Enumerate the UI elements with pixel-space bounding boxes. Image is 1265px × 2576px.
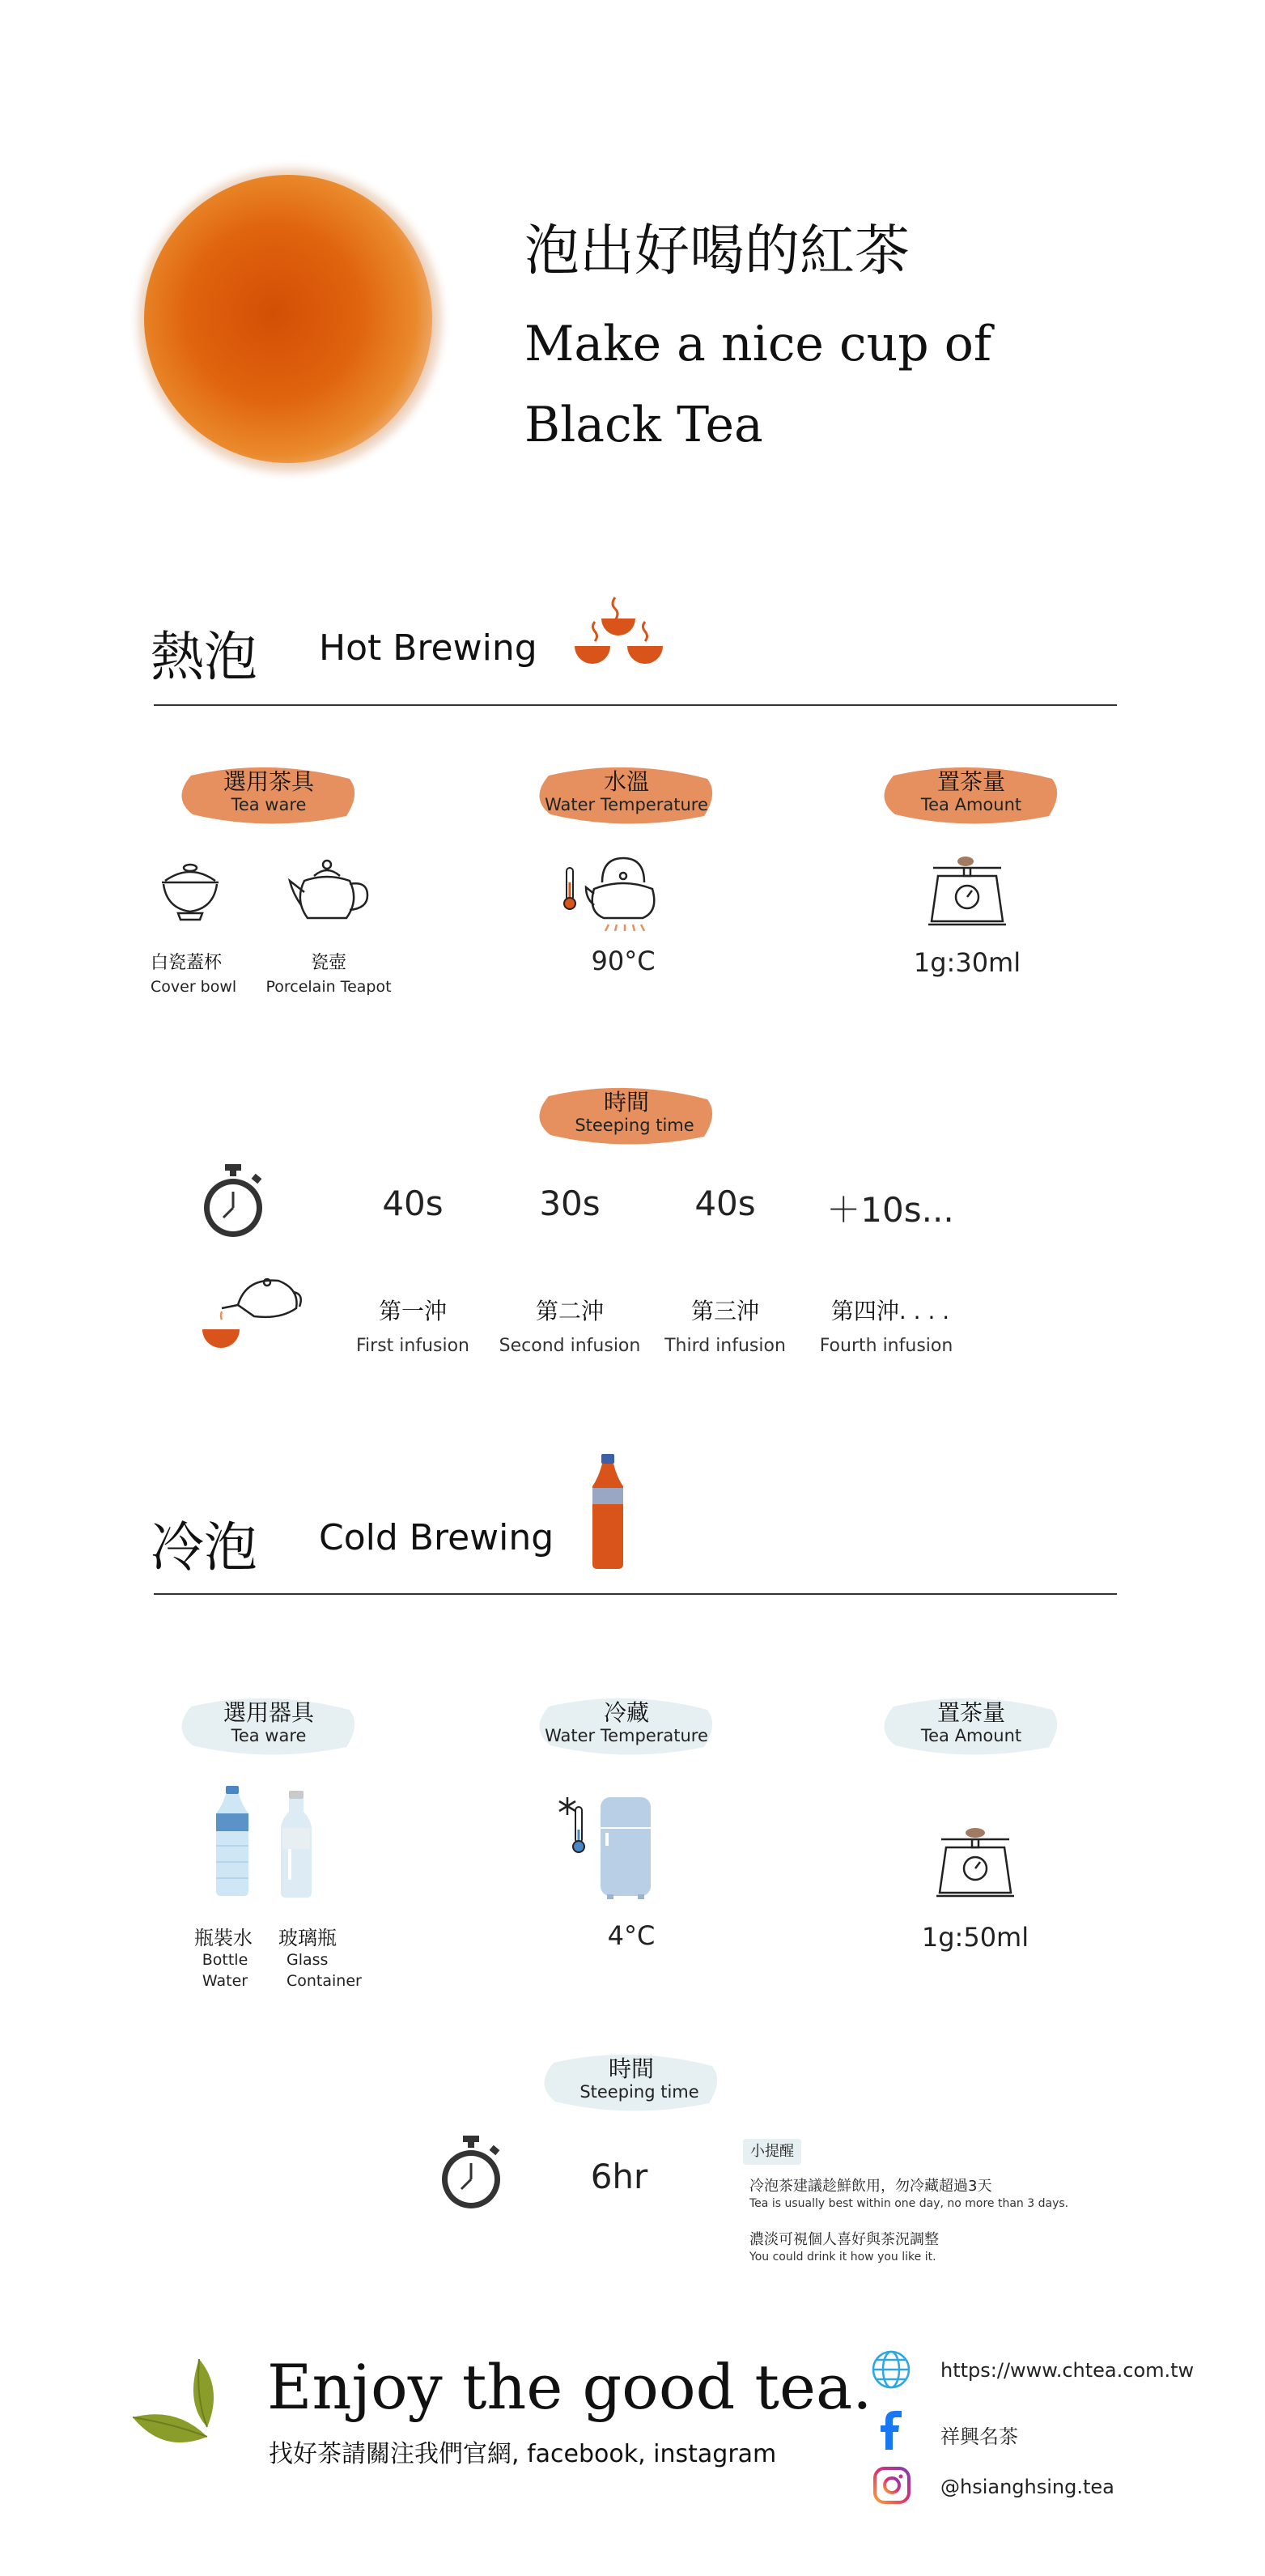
kettle-icon	[584, 853, 662, 934]
hot-infusion-4-zh: 第四沖. . . .	[830, 1298, 950, 1324]
hot-ratio-value: 1g:30ml	[913, 947, 1021, 978]
hot-section-title-zh: 熱泡	[151, 626, 257, 688]
hot-infusion-2-time: 30s	[539, 1184, 601, 1223]
cold-item-bottle-en2: Water	[202, 1972, 248, 1990]
facebook-icon[interactable]	[879, 2411, 903, 2450]
footer-subtitle: 找好茶請關注我們官網, facebook, instagram	[269, 2440, 777, 2468]
hot-section-title-en: Hot Brewing	[319, 627, 537, 669]
pouring-teapot-icon	[197, 1271, 303, 1358]
glass-container-icon	[280, 1789, 312, 1898]
tips-line1-zh: 冷泡茶建議趁鮮飲用，勿冷藏超過3天	[749, 2178, 992, 2195]
hot-item-teapot-zh: 瓷壺	[310, 953, 346, 973]
page-title-en-line2: Black Tea	[524, 397, 763, 453]
cold-water-en: Water Temperature	[545, 1726, 708, 1745]
hot-item-cover-bowl-en: Cover bowl	[151, 978, 237, 996]
tips-label	[743, 2139, 801, 2165]
hot-item-cover-bowl-zh: 白瓷蓋杯	[151, 953, 223, 973]
cold-scale-icon	[935, 1823, 1016, 1902]
instagram-icon[interactable]	[872, 2466, 911, 2505]
cold-item-bottle-en1: Bottle	[202, 1951, 248, 1969]
tea-leaves-icon	[129, 2356, 223, 2461]
cold-bottle-icon	[588, 1452, 628, 1571]
page-title-zh: 泡出好喝的紅茶	[524, 219, 911, 283]
tips-label-text: 小提醒	[750, 2143, 794, 2160]
cold-stopwatch-icon	[437, 2134, 505, 2212]
cold-water-zh: 冷藏	[603, 1699, 649, 1726]
cold-item-glass-zh: 玻璃瓶	[278, 1927, 337, 1949]
cold-amount-badge	[882, 1692, 1060, 1760]
hot-scale-icon	[927, 852, 1008, 933]
cold-duration-value: 6hr	[590, 2157, 648, 2196]
cold-time-en: Steeping time	[579, 2082, 699, 2102]
tips-line2-zh: 濃淡可視個人喜好與茶況調整	[749, 2231, 939, 2248]
tea-cup-image	[128, 159, 452, 482]
footer-slogan: Enjoy the good tea.	[267, 2351, 872, 2423]
tips-line1-en: Tea is usually best within one day, no more than 3 days.	[749, 2197, 1069, 2210]
hot-section-divider	[154, 704, 1117, 706]
globe-icon[interactable]	[871, 2349, 911, 2390]
cold-teaware-zh: 選用器具	[223, 1699, 314, 1726]
cold-teaware-en: Tea ware	[231, 1726, 307, 1745]
cold-time-zh: 時間	[608, 2055, 654, 2082]
hot-tea-cups-icon	[571, 591, 676, 680]
footer-facebook-link[interactable]: 祥興名茶	[940, 2425, 1018, 2448]
hot-amount-zh: 置茶量	[936, 768, 1005, 795]
cold-teaware-badge	[180, 1692, 358, 1760]
cold-thermometer-icon	[570, 1805, 588, 1855]
hot-infusion-1-en: First infusion	[355, 1336, 469, 1356]
hot-infusion-3-zh: 第三沖	[690, 1298, 759, 1324]
thermometer-icon	[562, 866, 578, 912]
hot-infusion-3-time: 40s	[694, 1184, 756, 1223]
hot-water-zh: 水溫	[603, 768, 649, 795]
cover-bowl-icon	[154, 858, 227, 931]
hot-infusion-2-en: Second infusion	[499, 1336, 641, 1356]
porcelain-teapot-icon	[285, 857, 376, 931]
footer-website-link[interactable]: https://www.chtea.com.tw	[940, 2359, 1195, 2382]
cold-amount-zh: 置茶量	[936, 1699, 1005, 1726]
hot-infusion-2-zh: 第二沖	[535, 1298, 604, 1324]
cold-item-glass-en2: Container	[287, 1972, 362, 1990]
footer-instagram-link[interactable]: @hsianghsing.tea	[940, 2476, 1114, 2498]
hot-infusion-4-en: Fourth infusion	[819, 1336, 953, 1356]
hot-stopwatch-icon	[199, 1163, 267, 1240]
tips-line2-en: You could drink it how you like it.	[749, 2251, 936, 2264]
hot-infusion-1-time: 40s	[382, 1184, 444, 1223]
hot-amount-badge	[882, 761, 1060, 829]
cold-time-badge	[542, 2048, 720, 2116]
hot-item-teapot-en: Porcelain Teapot	[265, 978, 392, 996]
hot-water-badge	[537, 761, 715, 829]
hot-time-zh: 時間	[603, 1089, 649, 1116]
cold-item-bottle-zh: 瓶裝水	[194, 1927, 253, 1949]
hot-teaware-badge	[180, 761, 358, 829]
hot-amount-en: Tea Amount	[920, 795, 1022, 814]
hot-infusion-1-zh: 第一沖	[378, 1298, 447, 1324]
fridge-icon	[599, 1796, 652, 1899]
cold-temperature-value: 4°C	[607, 1920, 656, 1951]
hot-time-badge	[537, 1082, 715, 1150]
hot-teaware-zh: 選用茶具	[223, 768, 314, 795]
hot-water-en: Water Temperature	[545, 795, 708, 814]
cold-amount-en: Tea Amount	[920, 1726, 1022, 1745]
cold-water-badge	[537, 1692, 715, 1760]
cold-section-title-zh: 冷泡	[151, 1516, 257, 1579]
hot-time-en: Steeping time	[575, 1116, 694, 1135]
water-bottle-icon	[214, 1784, 251, 1898]
cold-ratio-value: 1g:50ml	[921, 1922, 1029, 1953]
cold-section-title-en: Cold Brewing	[319, 1517, 554, 1558]
cold-item-glass-en1: Glass	[287, 1951, 329, 1969]
hot-teaware-en: Tea ware	[231, 795, 307, 814]
page-title-en-line1: Make a nice cup of	[524, 316, 992, 372]
hot-temperature-value: 90°C	[591, 946, 656, 976]
hot-infusion-4-time: ＋10s...	[826, 1190, 954, 1230]
cold-section-divider	[154, 1593, 1117, 1595]
hot-infusion-3-en: Third infusion	[664, 1336, 786, 1356]
